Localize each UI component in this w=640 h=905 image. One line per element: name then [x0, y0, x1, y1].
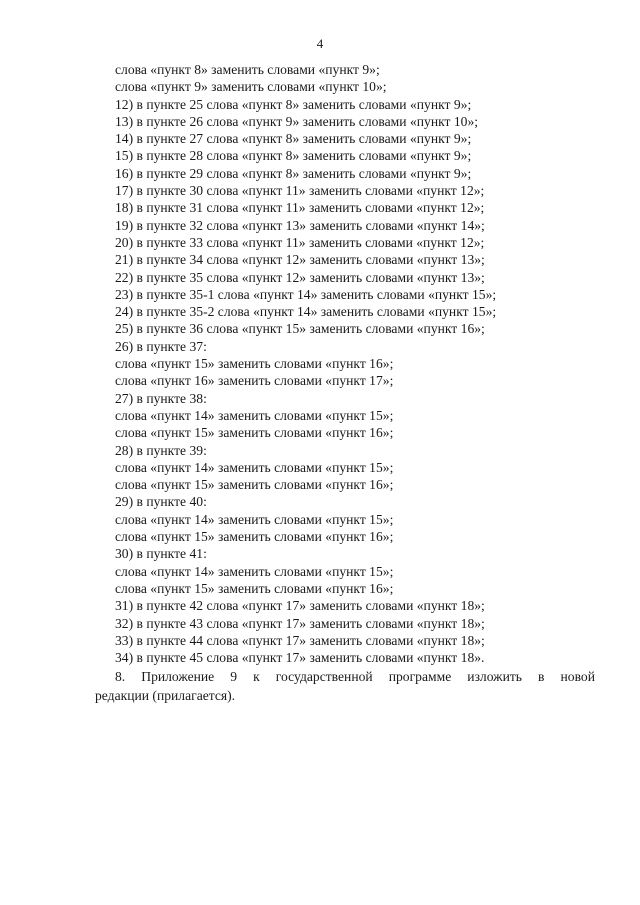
amendment-line: 27) в пункте 38:	[115, 390, 207, 406]
page-number: 4	[316, 36, 324, 51]
amendment-line: 21) в пункте 34 слова «пункт 12» заменить словами «пункт 13»;	[115, 252, 485, 268]
amendment-line: 33) в пункте 44 слова «пункт 17» заменить словами «пункт 18»;	[115, 632, 485, 648]
amendment-line: слова «пункт 15» заменить словами «пункт 16»;	[115, 356, 394, 372]
amendment-line: слова «пункт 15» заменить словами «пункт 16»;	[115, 529, 394, 545]
amendment-line: слова «пункт 14» заменить словами «пункт 15»;	[115, 407, 394, 423]
amendment-line: 13) в пункте 26 слова «пункт 9» заменить словами «пункт 10»;	[115, 113, 479, 129]
amendment-line: слова «пункт 15» заменить словами «пункт 16»;	[115, 580, 394, 596]
amendment-list	[115, 61, 595, 666]
amendment-line: 20) в пункте 33 слова «пункт 11» заменить словами «пункт 12»;	[115, 234, 485, 250]
amendment-line: 25) в пункте 36 слова «пункт 15» заменить словами «пункт 16»;	[115, 321, 485, 337]
amendment-line: 18) в пункте 31 слова «пункт 11» заменить словами «пункт 12»;	[115, 200, 485, 216]
amendment-line: слова «пункт 14» заменить словами «пункт 15»;	[115, 459, 394, 475]
amendment-line: слова «пункт 8» заменить словами «пункт 9»;	[115, 62, 380, 77]
final-paragraph	[95, 667, 595, 705]
final-paragraph-line-2: редакции (прилагается).	[95, 688, 236, 703]
amendment-line: 15) в пункте 28 слова «пункт 8» заменить словами «пункт 9»;	[115, 148, 472, 164]
amendment-line: 31) в пункте 42 слова «пункт 17» заменить словами «пункт 18»;	[115, 598, 485, 614]
amendment-line: 24) в пункте 35-2 слова «пункт 14» заменить словами «пункт 15»;	[115, 304, 497, 320]
amendment-line: 34) в пункте 45 слова «пункт 17» заменить словами «пункт 18».	[115, 650, 485, 666]
final-paragraph-line-1: 8. Приложение 9 к государственной программе изложить в новой	[115, 669, 595, 684]
amendment-line: 22) в пункте 35 слова «пункт 12» заменить словами «пункт 13»;	[115, 269, 485, 285]
amendment-line: 29) в пункте 40:	[115, 494, 207, 510]
amendment-line: 23) в пункте 35-1 слова «пункт 14» заменить словами «пункт 15»;	[115, 286, 497, 302]
amendment-line: слова «пункт 15» заменить словами «пункт 16»;	[115, 425, 394, 441]
amendment-line: слова «пункт 14» заменить словами «пункт 15»;	[115, 511, 394, 527]
amendment-line: слова «пункт 14» заменить словами «пункт 15»;	[115, 563, 394, 579]
amendment-line: 32) в пункте 43 слова «пункт 17» заменить словами «пункт 18»;	[115, 615, 485, 631]
amendment-line: слова «пункт 9» заменить словами «пункт 10»;	[115, 79, 387, 95]
amendment-line: 16) в пункте 29 слова «пункт 8» заменить словами «пункт 9»;	[115, 165, 472, 181]
amendment-line: 12) в пункте 25 слова «пункт 8» заменить словами «пункт 9»;	[115, 96, 472, 112]
amendment-line: слова «пункт 15» заменить словами «пункт 16»;	[115, 477, 394, 493]
amendment-line: 14) в пункте 27 слова «пункт 8» заменить словами «пункт 9»;	[115, 131, 472, 147]
amendment-line: 19) в пункте 32 слова «пункт 13» заменить словами «пункт 14»;	[115, 217, 485, 233]
amendment-line: слова «пункт 16» заменить словами «пункт 17»;	[115, 373, 394, 389]
amendment-line: 17) в пункте 30 слова «пункт 11» заменить словами «пункт 12»;	[115, 183, 485, 199]
amendment-line: 26) в пункте 37:	[115, 338, 207, 354]
amendment-line: 30) в пункте 41:	[115, 546, 207, 562]
amendment-line: 28) в пункте 39:	[115, 442, 207, 458]
